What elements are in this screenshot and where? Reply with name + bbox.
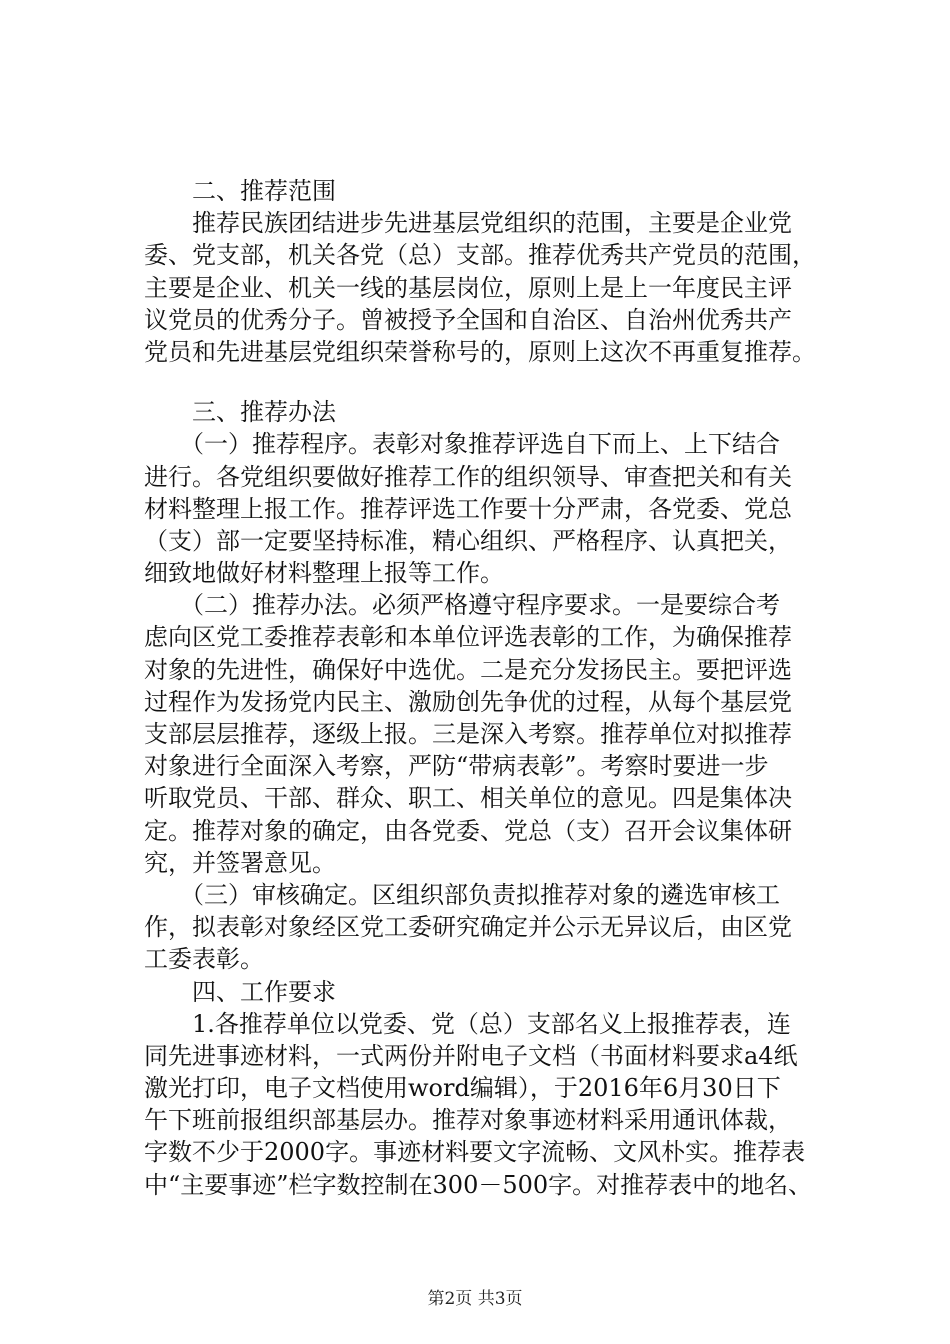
paragraph-line: 进行。各党组织要做好推荐工作的组织领导、审查把关和有关 [144,462,792,491]
paragraph-line: 听取党员、干部、群众、职工、相关单位的意见。四是集体决 [144,784,792,813]
section-spacer [144,368,844,396]
paragraph-line: 支部层层推荐，逐级上报。三是深入考察。推荐单位对拟推荐 [144,720,792,748]
paragraph-line: 材料整理上报工作。推荐评选工作要十分严肃，各党委、党总 [144,494,792,523]
paragraph-line: 字数不少于2000字。事迹材料要文字流畅、文风朴实。推荐表 [144,1138,806,1167]
paragraph-line: 议党员的优秀分子。曾被授予全国和自治区、自治州优秀共产 [144,305,792,334]
paragraph-line: 激光打印，电子文档使用word编辑），于2016年6月30日下 [144,1074,781,1103]
paragraph-line: 定。推荐对象的确定，由各党委、党总（支）召开会议集体研 [144,816,792,845]
paragraph-line: 细致地做好材料整理上报等工作。 [144,559,504,588]
document-body [144,175,844,1201]
paragraph-line: 对象进行全面深入考察，严防“带病表彰”。考察时要进一步 [144,752,769,781]
paragraph-line: 对象的先进性，确保好中选优。二是充分发扬民主。要把评选 [144,655,792,684]
paragraph-line: （支）部一定要坚持标准，精心组织、严格程序、认真把关， [144,526,792,555]
paragraph-line: （一）推荐程序。表彰对象推荐评选自下而上、上下结合 [144,430,780,459]
heading-recommendation-scope: 二、推荐范围 [144,177,336,205]
paragraph-line: 中“主要事迹”栏字数控制在300－500字。对推荐表中的地名、 [144,1170,813,1199]
paragraph-line: 究，并签署意见。 [144,848,336,877]
paragraph-line: 午下班前报组织部基层办。推荐对象事迹材料采用通讯体裁， [144,1106,792,1135]
heading-recommendation-method: 三、推荐办法 [144,398,336,427]
paragraph-line: 党员和先进基层党组织荣誉称号的，原则上这次不再重复推荐。 [144,337,816,366]
heading-work-requirements: 四、工作要求 [144,977,336,1006]
paragraph-line: 委、党支部，机关各党（总）支部。推荐优秀共产党员的范围， [144,241,816,270]
section-recommendation-method [144,396,844,1201]
paragraph-line: （二）推荐办法。必须严格遵守程序要求。一是要综合考 [144,591,780,620]
paragraph-line: 同先进事迹材料，一式两份并附电子文档（书面材料要求a4纸 [144,1041,798,1070]
paragraph-line: 作，拟表彰对象经区党工委研究确定并公示无异议后，由区党 [144,913,792,942]
paragraph-line: 过程作为发扬党内民主、激励创先争优的过程，从每个基层党 [144,687,792,716]
paragraph-line: 虑向区党工委推荐表彰和本单位评选表彰的工作，为确保推荐 [144,623,792,652]
section-recommendation-scope [144,175,844,368]
paragraph-line: 工委表彰。 [144,945,264,974]
paragraph-line: 主要是企业、机关一线的基层岗位，原则上是上一年度民主评 [144,273,792,302]
paragraph-line: （三）审核确定。区组织部负责拟推荐对象的遴选审核工 [144,880,780,909]
paragraph-line: 1.各推荐单位以党委、党（总）支部名义上报推荐表，连 [144,1009,791,1038]
page-number-footer: 第2页 共3页 [427,1289,523,1309]
paragraph-line: 推荐民族团结进步先进基层党组织的范围，主要是企业党 [144,209,792,238]
